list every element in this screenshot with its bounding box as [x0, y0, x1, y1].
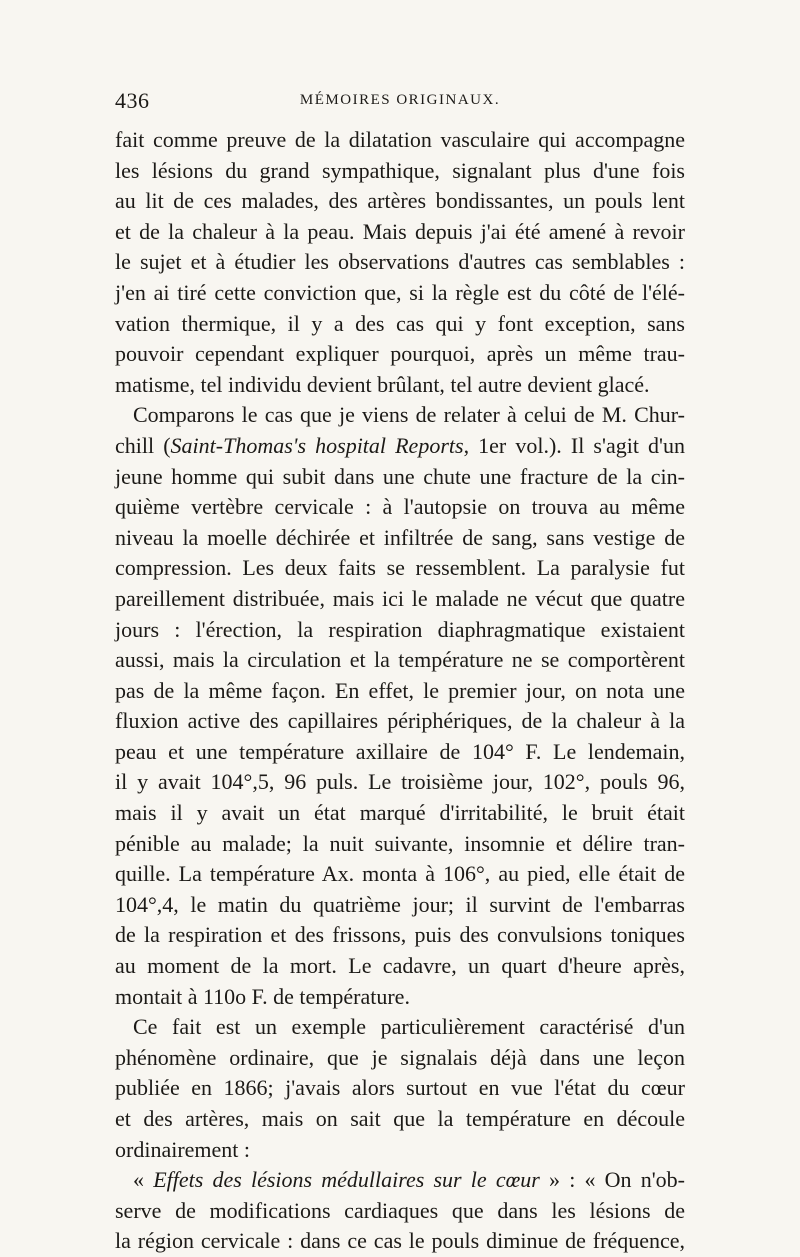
quoted-title: Effets des lésions médullaires sur le cœur — [153, 1167, 540, 1193]
text-line: montait à 110o F. de température. — [115, 983, 410, 1009]
text-line: serve de modifications cardiaques que dans les lésions de — [115, 1197, 685, 1223]
citation-lead: chill ( — [115, 432, 171, 458]
paragraph-start-line: Comparons le cas que je viens de relater à celui de M. Chur- — [133, 402, 685, 428]
text-line: publiée en 1866; j'avais alors surtout en vue l'état du cœur — [115, 1075, 685, 1101]
text-line: les lésions du grand sympathique, signalant plus d'une fois — [115, 157, 685, 183]
text-line: mais il y avait un état marqué d'irritabilité, le bruit était — [115, 800, 685, 826]
text-line: peau et une température axillaire de 104° F. Le lendemain, — [115, 738, 685, 764]
text-line: pénible au malade; la nuit suivante, insomnie et délire tran- — [115, 830, 685, 856]
text-line: compression. Les deux faits se ressemblent. La paralysie fut — [115, 555, 685, 581]
text-line: quième vertèbre cervicale : à l'autopsie on trouva au même — [115, 494, 685, 520]
text-line: la région cervicale : dans ce cas le pouls diminue de fréquence, — [115, 1228, 685, 1254]
text-line: quille. La température Ax. monta à 106°, au pied, elle était de — [115, 861, 685, 887]
text-line: fait comme preuve de la dilatation vasculaire qui accompagne — [115, 127, 685, 152]
text-line: 104°,4, le matin du quatrième jour; il survint de l'embarras — [115, 891, 685, 917]
text-line: et des artères, mais on sait que la température en découle — [115, 1106, 685, 1131]
text-line: niveau la moelle déchirée et infiltrée de sang, sans vestige de — [115, 524, 685, 550]
text-line: vation thermique, il y a des cas qui y font exception, sans — [115, 310, 685, 336]
text-line: pareillement distribuée, mais ici le malade ne vécut que quatre — [115, 585, 685, 611]
text-line: jeune homme qui subit dans une chute une fracture de la cin- — [115, 463, 685, 489]
text-line: et de la chaleur à la peau. Mais depuis j'ai été amené à revoir — [115, 218, 685, 244]
text-line: pouvoir cependant expliquer pourquoi, après un même trau- — [115, 341, 685, 367]
citation-title: Saint-Thomas's hospital Reports — [170, 432, 464, 458]
text-line: ordinairement : — [115, 1136, 251, 1162]
text-line: pas de la même façon. En effet, le premier jour, on nota une — [115, 677, 685, 703]
text-line: au lit de ces malades, des artères bondissantes, un pouls lent — [115, 188, 685, 214]
running-head: MÉMOIRES ORIGINAUX. — [299, 92, 501, 108]
text-line: au moment de la mort. Le cadavre, un quart d'heure après, — [115, 953, 685, 979]
text-line: de la respiration et des frissons, puis des convulsions toniques — [115, 922, 685, 948]
text-line: fluxion active des capillaires périphériques, de la chaleur à la — [115, 708, 685, 734]
text-line: j'en ai tiré cette conviction que, si la règle est du côté de l'élé- — [115, 279, 685, 305]
paragraph-start-line: Ce fait est un exemple particulièrement caractérisé d'un — [133, 1014, 685, 1040]
quotation-line — [115, 1165, 685, 1196]
quote-continuation: » : « On n'ob- — [539, 1167, 686, 1193]
text-line: aussi, mais la circulation et la température ne se comportèrent — [115, 647, 685, 673]
citation-tail: , 1er vol.). Il s'agit d'un — [463, 432, 685, 458]
text-line-with-citation — [115, 431, 685, 462]
body-text — [115, 125, 685, 1257]
quote-open: « — [133, 1167, 154, 1193]
text-line: le sujet et à étudier les observations d'autres cas semblables : — [115, 249, 685, 275]
page-number: 436 — [115, 88, 150, 113]
text-line: matisme, tel individu devient brûlant, tel autre devient glacé. — [115, 371, 650, 397]
text-line: phénomène ordinaire, que je signalais déjà dans une leçon — [115, 1044, 685, 1070]
text-line: il y avait 104°,5, 96 puls. Le troisième jour, 102°, pouls 96, — [115, 769, 685, 795]
text-line: jours : l'érection, la respiration diaphragmatique existaient — [115, 616, 685, 642]
page-header — [115, 88, 685, 118]
